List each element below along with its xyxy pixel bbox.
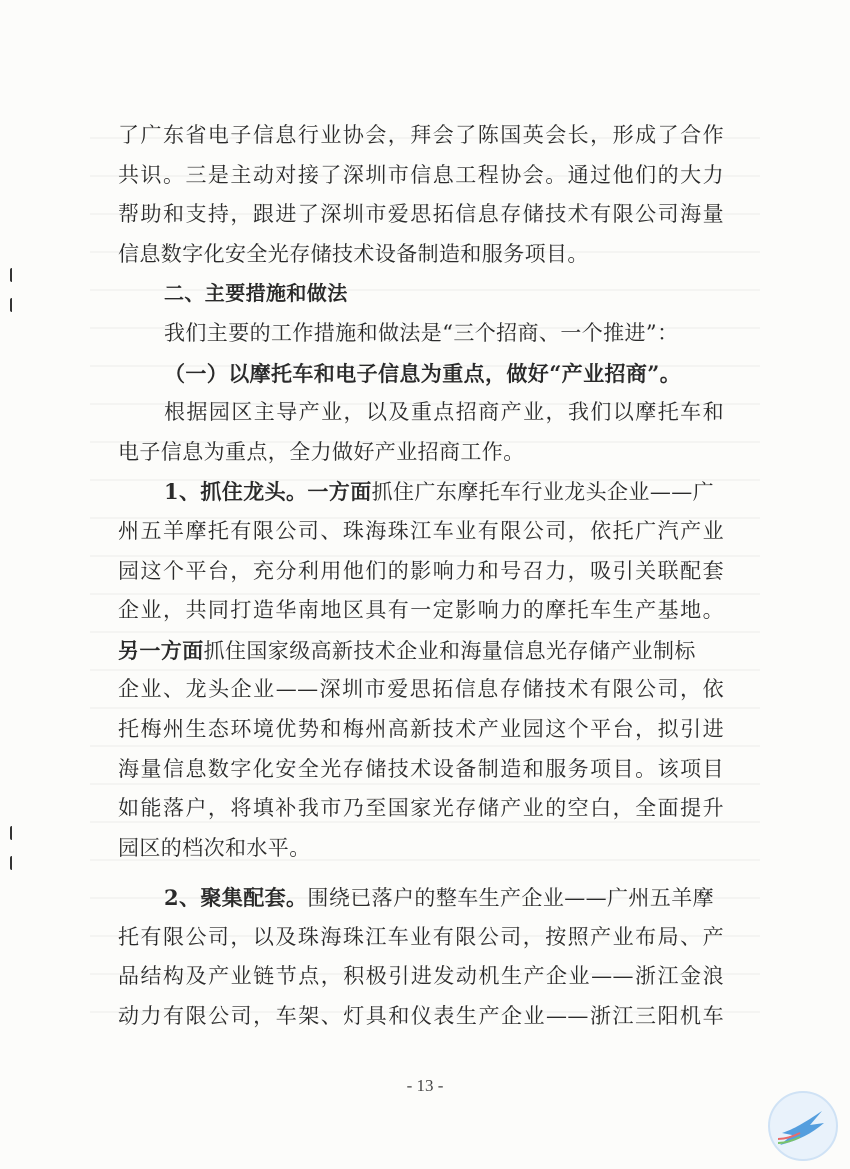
lead-bold-text: 1、抓住龙头。一方面 — [164, 479, 372, 505]
lead-bold-text: 2、聚集配套。 — [164, 885, 308, 911]
text-line: 电子信息为重点，全力做好产业招商工作。 — [118, 439, 525, 464]
text-line — [118, 631, 724, 671]
paragraph-gap — [118, 868, 724, 878]
paragraph — [118, 472, 724, 868]
section-heading: 二、主要措施和做法 — [164, 281, 348, 306]
text-line: 园区的档次和水平。 — [118, 835, 311, 860]
text-span: 抓住广东摩托车行业龙头企业——广 — [371, 480, 715, 505]
text-line: 园这个平台，充分利用他们的影响力和号召力，吸引关联配套 — [118, 558, 724, 583]
paragraph — [118, 878, 724, 1036]
text-line: 海量信息数字化安全光存储技术设备制造和服务项目。该项目 — [118, 756, 724, 781]
text-span: 围绕已落户的整车生产企业——广州五羊摩 — [307, 886, 715, 911]
binding-mark — [10, 826, 16, 840]
paragraph-continuation — [118, 116, 724, 274]
text-span: 抓住国家级高新技术企业和海量信息光存储产业制标 — [203, 638, 696, 663]
paragraph — [118, 393, 724, 472]
text-line: 了广东省电子信息行业协会，拜会了陈国英会长，形成了合作 — [118, 123, 724, 147]
text-line — [118, 472, 724, 512]
text-line: 托梅州生态环境优势和梅州高新技术产业园这个平台，拟引进 — [118, 716, 724, 741]
binding-mark — [10, 268, 16, 282]
binding-mark — [10, 298, 16, 312]
text-line: 帮助和支持，跟进了深圳市爱思拓信息存储技术有限公司海量 — [118, 202, 724, 227]
text-line: 动力有限公司，车架、灯具和仪表生产企业——浙江三阳机车 — [118, 1004, 724, 1029]
text-line: 品结构及产业链节点，积极引进发动机生产企业——浙江金浪 — [118, 964, 724, 989]
binding-mark — [10, 856, 16, 870]
subsection-heading: （一）以摩托车和电子信息为重点，做好“产业招商”。 — [164, 360, 682, 386]
text-line: 托有限公司，以及珠海珠江车业有限公司，按照产业布局、产 — [118, 924, 724, 949]
text-line — [118, 878, 724, 918]
text-line: 企业、龙头企业——深圳市爱思拓信息存储技术有限公司，依 — [118, 677, 724, 702]
text-line: 如能落户，将填补我市乃至国家光存储产业的空白，全面提升 — [118, 796, 724, 821]
text-line: 我们主要的工作措施和做法是“三个招商、一个推进”： — [164, 320, 679, 345]
text-line: 根据园区主导产业，以及重点招商产业，我们以摩托车和 — [164, 400, 724, 425]
lead-bold-text: 另一方面 — [118, 637, 204, 663]
page-number: - 13 - — [406, 1076, 444, 1095]
document-body — [118, 116, 724, 1037]
text-line: 信息数字化安全光存储技术设备制造和服务项目。 — [118, 241, 589, 266]
watermark-logo-icon — [766, 1089, 840, 1163]
text-line: 企业，共同打造华南地区具有一定影响力的摩托车生产基地。 — [118, 598, 724, 623]
text-line: 州五羊摩托有限公司、珠海珠江车业有限公司，依托广汽产业 — [118, 518, 724, 543]
text-line: 共识。三是主动对接了深圳市信息工程协会。通过他们的大力 — [118, 162, 724, 187]
